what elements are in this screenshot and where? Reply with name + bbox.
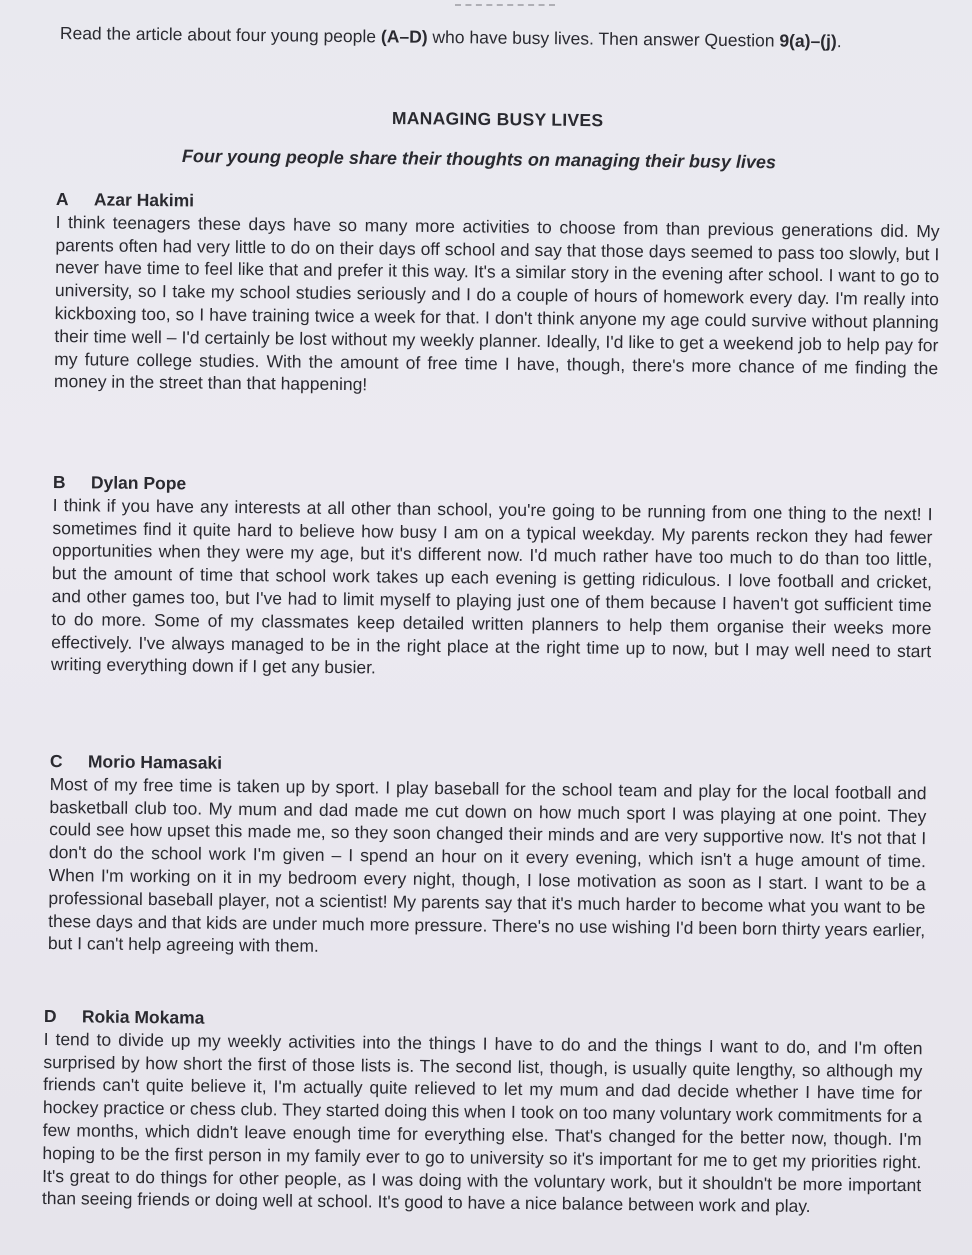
section-letter: B: [52, 471, 66, 493]
section-letter: C: [49, 750, 63, 772]
person-name: Azar Hakimi: [93, 189, 195, 211]
instructions-question: 9(a)–(j): [779, 30, 837, 52]
section-b: [51, 471, 933, 685]
section-text: I think if you have any interests at all other than school, you're going to be running from one thing to the next! I sometimes find it quite hard to believe how busy I am on a typical weekday. My parents reckon they had fewer opportunities when they were my age, but it's different now. I'd much rather have too much to do than too little, but the amount of time that school work takes up each evening is getting ridiculous. I love football and cricket, and other games too, but I've had to limit myself to playing just one of them because I haven't got sufficient time to do more. Some of my classmates keep detailed written planners to help them organise their weeks more effectively. I've always managed to be in the right place at the right time up to now, but I may well need to start writing everything down if I get any busier.: [50, 494, 933, 678]
article-subtitle: Four young people share their thoughts on managing their busy lives: [181, 146, 777, 173]
section-c: [48, 750, 927, 964]
person-name: Dylan Pope: [90, 472, 187, 494]
scan-artifact: [455, 4, 555, 9]
instructions-range: (A–D): [380, 26, 428, 47]
section-d: [42, 1005, 923, 1219]
person-name: Rokia Mokama: [81, 1006, 205, 1028]
instructions-text-3: .: [836, 31, 842, 52]
instructions-text-2: who have busy lives. Then answer Question: [427, 26, 780, 51]
section-text: I think teenagers these days have so many more activities to choose from than previous generations did. My parents often had very little to do on their days off school and say that those days seemed to pass too slowly, but I never have time to feel like that and prefer it this way. It's a similar story in the evening after school. I want to go to university, so I take my school studies seriously and I do a couple of hours of homework every day. I'm really into kickboxing too, so I have training twice a week for that. I don't think anyone my age could survive without planning their time well – I'd certainly be lost without my weekly planner. Ideally, I'd like to get a weekend job to help pay for my future college studies. With the amount of free time I have, though, there's more chance of me finding the money in the street than that happening!: [53, 211, 940, 395]
instructions-text-1: Read the article about four young people: [59, 22, 382, 47]
section-letter: D: [43, 1005, 57, 1027]
section-text: I tend to divide up my weekly activities into the things I have to do and the things I want to do, and I'm often surprised by how short the first of those lists is. The second list, though, is usually quite lengthy, so although my friends can't quite believe it, I'm actually quite relieved to let my mum and dad decide whether I have time for hockey practice or chess club. They started doing this when I took on too many voluntary work commitments for a few months, which didn't leave enough time for everything else. That's changed for the better now, though. I'm hoping to be the first person in my family ever to go to university so it's important for me to get my priorities right. It's great to do things for other people, as I was doing with the voluntary work, but it shouldn't be more important than seeing friends or doing well at school. It's good to have a nice balance between work and play.: [41, 1028, 923, 1217]
section-text: Most of my free time is taken up by sport. I play baseball for the school team and play for the local football and basketball club too. My mum and dad made me cut down on how much sport I was playing at one point. They could see how upset this made me, so they soon changed their minds and are very supportive now. It's not that I don't do the school work I'm given – I spend an hour on it every evening, which isn't a huge amount of time. When I'm working on it in my bedroom every night, though, I lose motivation as soon as I start. I want to be a professional baseball player, not a scientist! My parents say that it's much harder to become what you want to be these days and that kids are under much more pressure. There's no use wishing I'd been born thirty years earlier, but I can't help agreeing with them.: [47, 773, 927, 957]
section-letter: A: [55, 188, 69, 210]
article-title: MANAGING BUSY LIVES: [391, 108, 604, 131]
instructions: [60, 22, 950, 53]
section-a: [54, 188, 940, 402]
person-name: Morio Hamasaki: [87, 751, 223, 773]
